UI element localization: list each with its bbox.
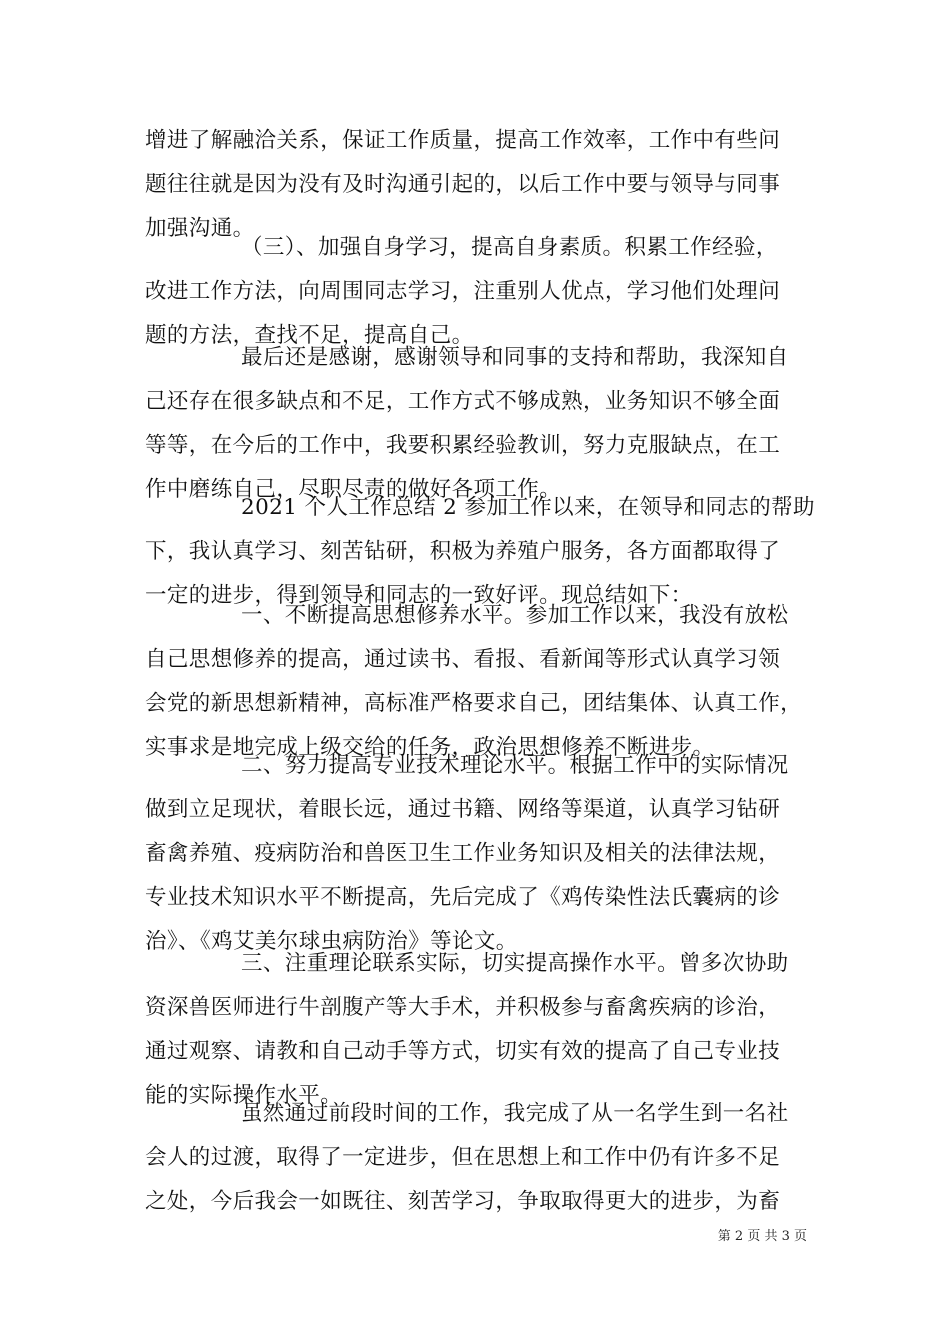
paragraph-line: 通过观察、请教和自己动手等方式，切实有效的提高了自己专业技 [145, 1039, 781, 1064]
paragraph-line: 实事求是地完成上级交给的任务，政治思想修养不断进步。 [145, 735, 715, 760]
paragraph-line: 做到立足现状，着眼长远，通过书籍、网络等渠道，认真学习钻研 [145, 797, 781, 822]
paragraph-line: 己还存在很多缺点和不足，工作方式不够成熟，业务知识不够全面 [145, 389, 781, 414]
paragraph-line: 二、努力提高专业技术理论水平。根据工作中的实际情况 [241, 753, 789, 778]
paragraph-line: 一、不断提高思想修养水平。参加工作以来，我没有放松 [241, 603, 789, 628]
paragraph-line: 之处，今后我会一如既往、刻苦学习，争取取得更大的进步，为畜 [145, 1189, 781, 1214]
paragraph-line: 畜禽养殖、疫病防治和兽医卫生工作业务知识及相关的法律法规， [145, 841, 781, 866]
paragraph-line: 治》、《鸡艾美尔球虫病防治》等论文。 [145, 929, 518, 954]
paragraph-8 [145, 1092, 815, 1224]
paragraph-line: 三、注重理论联系实际，切实提高操作水平。曾多次协助 [241, 951, 789, 976]
paragraph-line: 等等，在今后的工作中，我要积累经验教训，努力克服缺点，在工 [145, 433, 781, 458]
paragraph-6 [145, 744, 815, 964]
paragraph-line: 一定的进步，得到领导和同志的一致好评。现总结如下： [145, 583, 693, 608]
paragraph-line: 作中磨练自己，尽职尽责的做好各项工作。 [145, 477, 562, 502]
paragraph-line: （三）、加强自身学习，提高自身素质。积累工作经验， [241, 235, 778, 260]
paragraph-line: 最后还是感谢，感谢领导和同事的支持和帮助，我深知自 [241, 345, 789, 370]
paragraph-line: 题往往就是因为没有及时沟通引起的，以后工作中要与领导与同事 [145, 172, 781, 197]
paragraph-line: 会党的新思想新精神，高标准严格要求自己，团结集体、认真工作， [145, 691, 803, 716]
paragraph-line: 2021 个人工作总结 2 参加工作以来，在领导和同志的帮助 [241, 495, 815, 520]
paragraph-line: 下，我认真学习、刻苦钻研，积极为养殖户服务，各方面都取得了 [145, 539, 781, 564]
paragraph-line: 改进工作方法，向周围同志学习，注重别人优点，学习他们处理问 [145, 279, 781, 304]
paragraph-line: 会人的过渡，取得了一定进步，但在思想上和工作中仍有许多不足 [145, 1145, 781, 1170]
paragraph-line: 自己思想修养的提高，通过读书、看报、看新闻等形式认真学习领 [145, 647, 781, 672]
paragraph-line: 专业技术知识水平不断提高，先后完成了《鸡传染性法氏囊病的诊 [145, 885, 781, 910]
paragraph-line: 增进了解融洽关系，保证工作质量，提高工作效率，工作中有些问 [145, 128, 781, 153]
paragraph-line: 能的实际操作水平。 [145, 1083, 343, 1108]
paragraph-line: 加强沟通。 [145, 216, 255, 241]
paragraph-line: 虽然通过前段时间的工作，我完成了从一名学生到一名社 [241, 1101, 789, 1126]
page-number-footer: 第 2 页 共 3 页 [717, 1229, 807, 1244]
paragraph-line: 题的方法，查找不足，提高自己。 [145, 323, 474, 348]
paragraph-line: 资深兽医师进行牛剖腹产等大手术，并积极参与畜禽疾病的诊治， [145, 995, 781, 1020]
